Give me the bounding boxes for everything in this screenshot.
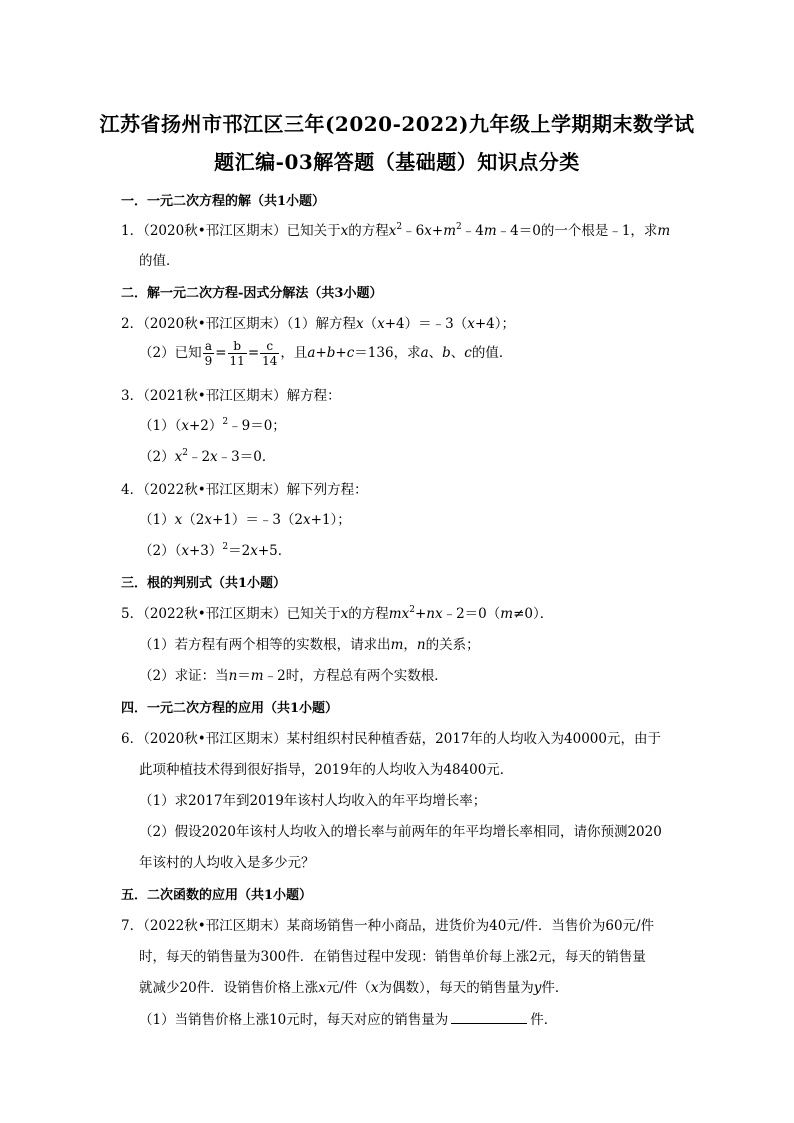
question-6-line-1: 6．（2020秋•邗江区期末）某村组织村民种植香菇，2017年的人均收入为40000元，由于 [121, 731, 661, 747]
question-4-part-2: $(2)(x+3)^2=2x+5$． [139, 542, 292, 559]
section-heading-3: 三．根的判别式（共1小题） [121, 576, 287, 591]
question-3: 3．（2021秋•邗江区期末）解方程： [121, 388, 341, 404]
question-4-part-1: （1）x（2x+1）＝﹣3（2x+1）； [139, 512, 351, 528]
question-6-part-2-continued: 年该村的人均收入是多少元？ [139, 855, 315, 871]
question-1: 1．（2020秋•邗江区期末）已知关于x的方程$x^2﹣6x+m^2﹣4m﹣4=0$的一个根是﹣1，求m [121, 222, 671, 239]
question-6-part-2: （2）假设2020年该村人均收入的增长率与前两年的年平均增长率相同，请你预测2020 [139, 824, 662, 840]
question-2: 2．（2020秋•邗江区期末）（1）解方程x（x+4）＝﹣3（x+4）； [121, 316, 516, 332]
section-heading-1: 一．一元二次方程的解（共1小题） [121, 194, 326, 209]
document-title-line1: 江苏省扬州市邗江区三年(2020-2022)九年级上学期期末数学试 [99, 112, 695, 136]
question-5: 5．（2022秋•邗江区期末）已知关于x的方程$mx^2+nx﹣2=0(m\ne 0)$． [121, 605, 554, 622]
question-7-line-2: 时，每天的销售量为300件．在销售过程中发现：销售单价每上涨2元，每天的销售量 [139, 949, 646, 965]
answer-blank[interactable] [451, 1011, 527, 1024]
question-3-part-1: $(1)(x+2)^2﹣9=0$； [139, 417, 286, 434]
question-7-part-1: （1）当销售价格上涨10元时，每天对应的销售量为 件． [139, 1012, 558, 1028]
question-5-part-1: （1）若方程有两个相等的实数根，请求出m，n的关系； [139, 637, 480, 653]
fraction-c-over-14: $\frac{c}{14}$ [262, 339, 278, 368]
document-title-line2: 题汇编-03解答题（基础题）知识点分类 [214, 150, 580, 174]
question-6-line-2: 此项种植技术得到很好指导，2019年的人均收入为48400元． [139, 762, 514, 778]
question-4: 4．（2022秋•邗江区期末）解下列方程： [121, 482, 368, 498]
question-1-continued: 的值． [139, 253, 180, 269]
question-3-part-2: $(2)x^2﹣2x﹣3=0$． [139, 448, 276, 465]
section-heading-5: 五．二次函数的应用（共1小题） [121, 888, 313, 903]
question-7-line-1: 7．（2022秋•邗江区期末）某商场销售一种小商品，进货价为40元/件．当售价为60元/件 [121, 918, 655, 934]
section-heading-2: 二．解一元二次方程-因式分解法（共3小题） [121, 286, 383, 301]
question-7-line-3: 就减少20件．设销售价格上涨x元/件（x为偶数），每天的销售量为y件． [139, 980, 569, 996]
fraction-b-over-11: $\frac{b}{11}$ [229, 339, 245, 368]
question-6-part-1: （1）求2017年到2019年该村人均收入的年平均增长率； [139, 793, 487, 809]
question-5-part-2: （2）求证：当n＝m﹣2时，方程总有两个实数根． [139, 668, 448, 684]
fraction-a-over-9: $\frac{a}{9}$ [204, 339, 213, 368]
question-2-part-2: （2）已知 $\frac{a}{9}$ = $\frac{b}{11}$ = $\frac{c}{14}$ ，且a+b+c＝136，求a、b、c的值． [139, 339, 513, 368]
section-heading-4: 四．一元二次方程的应用（共1小题） [121, 701, 339, 716]
